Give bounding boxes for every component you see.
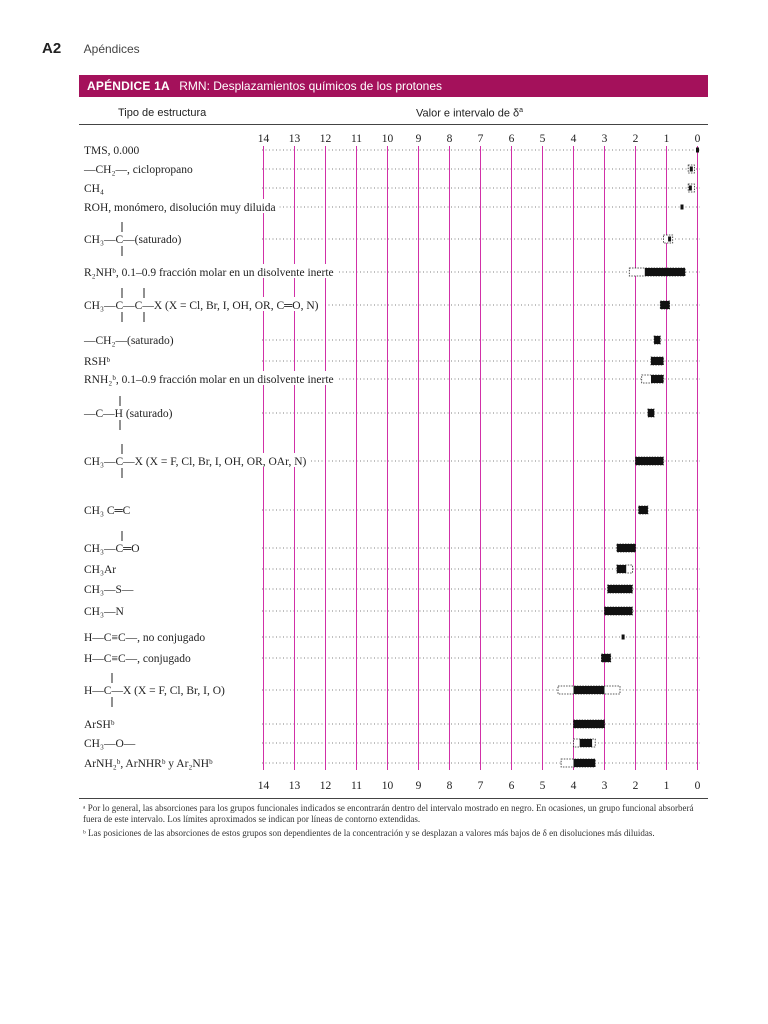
range-bar bbox=[654, 336, 660, 344]
x-tick-label-top: 6 bbox=[508, 133, 515, 145]
x-tick-label-top: 0 bbox=[694, 133, 701, 145]
row-label: CH₃—C—X (X = F, Cl, Br, I, OH, OR, OAr, N) bbox=[84, 456, 307, 468]
x-tick-label-bottom: 7 bbox=[477, 780, 484, 792]
row-label: CH₃—C═O bbox=[84, 543, 140, 555]
x-tick-label-top: 10 bbox=[381, 133, 394, 145]
footnote-b: ᵇ Las posiciones de las absorciones de estos grupos son dependientes de la concentración y se desplazan a valores más bajos de δ en disoluciones más diluidas. bbox=[83, 828, 655, 838]
value-column-heading-sup: a bbox=[519, 107, 524, 114]
range-bar bbox=[617, 565, 626, 573]
range-bar bbox=[574, 720, 605, 728]
x-tick-label-bottom: 14 bbox=[257, 780, 270, 792]
structure-column-heading: Tipo de estructura bbox=[118, 107, 207, 119]
x-tick-label-top: 9 bbox=[415, 133, 422, 145]
value-column-heading-text: Valor e intervalo de δ bbox=[416, 107, 520, 120]
x-tick-label-top: 5 bbox=[539, 133, 546, 145]
page-number: A2 bbox=[42, 40, 62, 57]
range-bar bbox=[601, 654, 610, 662]
row-label: ArSHᵇ bbox=[84, 719, 115, 731]
row-label: H—C≡C—, no conjugado bbox=[84, 632, 206, 644]
x-tick-label-bottom: 3 bbox=[601, 780, 608, 792]
row-label: ArNH₂ᵇ, ArNHRᵇ y Ar₂NHᵇ bbox=[84, 758, 213, 770]
row-label: CH₃—C—(saturado) bbox=[84, 234, 182, 246]
section-name: Apéndices bbox=[83, 42, 140, 56]
range-bar bbox=[574, 759, 596, 767]
x-tick-label-top: 1 bbox=[663, 133, 670, 145]
range-bar bbox=[689, 186, 692, 191]
row-label: H—C≡C—, conjugado bbox=[84, 653, 191, 665]
range-bar bbox=[696, 148, 699, 153]
x-tick-label-top: 12 bbox=[319, 133, 332, 145]
row-label: CH₃—O— bbox=[84, 738, 136, 750]
range-bar bbox=[651, 357, 663, 365]
row-label: CH₄ bbox=[84, 183, 104, 195]
x-tick-label-bottom: 10 bbox=[381, 780, 394, 792]
row-label: —C—H (saturado) bbox=[84, 408, 173, 420]
range-bar bbox=[690, 167, 693, 172]
row-label: ROH, monómero, disolución muy diluida bbox=[84, 202, 276, 214]
row-label: R₂NHᵇ, 0.1–0.9 fracción molar en un disolvente inerte bbox=[84, 267, 334, 279]
range-bar bbox=[617, 544, 636, 552]
range-bar bbox=[660, 301, 669, 309]
x-tick-label-bottom: 9 bbox=[415, 780, 422, 792]
x-tick-label-bottom: 0 bbox=[694, 780, 701, 792]
x-tick-label-bottom: 12 bbox=[319, 780, 332, 792]
x-tick-label-bottom: 2 bbox=[632, 780, 639, 792]
row-label: CH₃—N bbox=[84, 606, 124, 618]
row-label: —CH₂—, ciclopropano bbox=[84, 164, 193, 176]
row-label: CH₃Ar bbox=[84, 564, 117, 576]
x-tick-label-bottom: 1 bbox=[663, 780, 670, 792]
x-tick-label-bottom: 11 bbox=[350, 780, 363, 792]
x-tick-label-top: 3 bbox=[601, 133, 608, 145]
row-label: H—C—X (X = F, Cl, Br, I, O) bbox=[84, 685, 225, 697]
x-tick-label-top: 7 bbox=[477, 133, 484, 145]
row-label: CH₃—C—C—X (X = Cl, Br, I, OH, OR, C═O, N) bbox=[84, 300, 319, 312]
x-tick-label-top: 11 bbox=[350, 133, 363, 145]
x-tick-label-bottom: 4 bbox=[570, 780, 577, 792]
range-bar bbox=[636, 457, 664, 465]
x-tick-label-top: 8 bbox=[446, 133, 453, 145]
x-tick-label-top: 14 bbox=[257, 133, 270, 145]
range-bar bbox=[639, 506, 648, 514]
row-label: RSHᵇ bbox=[84, 356, 110, 368]
row-label: RNH₂ᵇ, 0.1–0.9 fracción molar en un disolvente inerte bbox=[84, 374, 334, 386]
appendix-title: RMN: Desplazamientos químicos de los protones bbox=[179, 79, 443, 93]
range-bar-extended bbox=[663, 235, 672, 243]
row-label: TMS, 0.000 bbox=[84, 145, 140, 157]
footnote-a: ᵃ Por lo general, las absorciones para los grupos funcionales indicados se encontrarán dentro del intervalo mostrado en negro. En ocasiones, un grupo funcional absorberá fuera de este intervalo. Los límites aproximados se indican por líneas de contorno extendidas. bbox=[83, 803, 694, 824]
range-bar bbox=[622, 635, 625, 640]
row-label: —CH₂—(saturado) bbox=[84, 335, 174, 347]
range-bar bbox=[580, 739, 592, 747]
x-tick-label-top: 13 bbox=[288, 133, 301, 145]
range-bar bbox=[574, 686, 605, 694]
range-bar bbox=[668, 237, 671, 242]
row-label: CH₃ C═C bbox=[84, 505, 131, 517]
x-tick-label-bottom: 13 bbox=[288, 780, 301, 792]
x-tick-label-bottom: 5 bbox=[539, 780, 546, 792]
appendix-label: APÉNDICE 1A bbox=[87, 79, 170, 93]
range-bar bbox=[681, 205, 684, 210]
x-tick-label-top: 4 bbox=[570, 133, 577, 145]
range-bar bbox=[605, 607, 633, 615]
row-label: CH₃—S— bbox=[84, 584, 134, 596]
x-tick-label-top: 2 bbox=[632, 133, 639, 145]
x-tick-label-bottom: 8 bbox=[446, 780, 453, 792]
range-bar bbox=[608, 585, 633, 593]
range-bar bbox=[645, 268, 685, 276]
x-tick-label-bottom: 6 bbox=[508, 780, 515, 792]
range-bar bbox=[648, 409, 654, 417]
range-bar bbox=[651, 375, 663, 383]
